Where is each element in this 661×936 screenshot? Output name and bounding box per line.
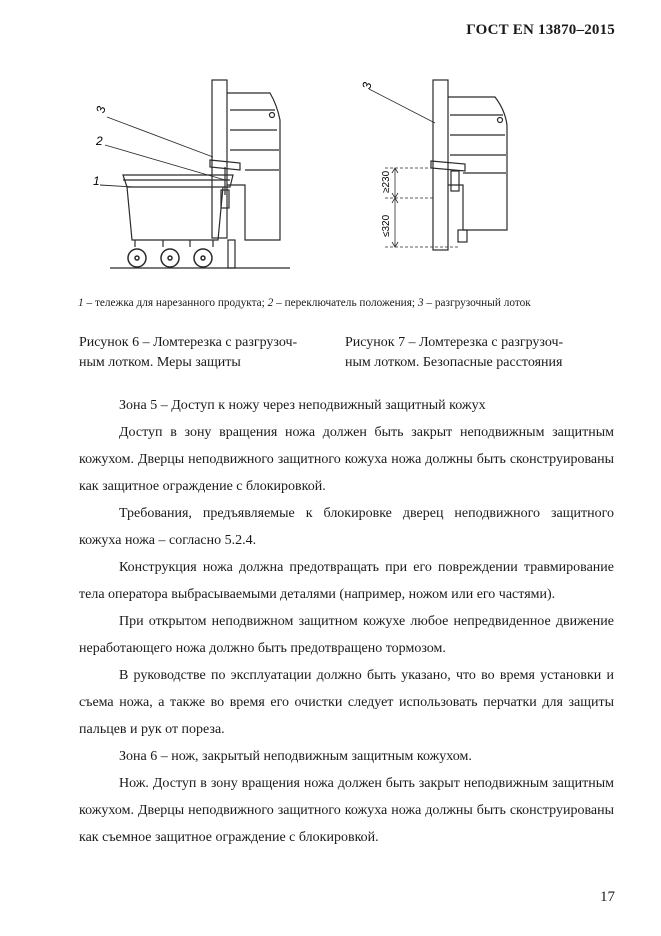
figure-6-caption-line-2: ным лотком. Меры защиты	[79, 355, 241, 370]
figure-6-caption-line-1: Рисунок 6 – Ломтерезка с разгрузоч-	[79, 335, 298, 350]
trolley-wheel	[128, 249, 146, 267]
support-pillar	[228, 240, 235, 268]
document-header: ГОСТ EN 13870–2015	[466, 22, 615, 38]
paragraph: Нож. Доступ в зону вращения ножа должен быть закрыт неподвижным защитным кожухом. Дверцы неподвижного защитного кожуха ножа должны быть сконструированы как съемное защитное ограждение с блокировкой.	[79, 776, 614, 845]
trolley-tray	[123, 175, 233, 187]
trolley-wheel	[194, 249, 212, 267]
callout-1: 1	[93, 174, 100, 188]
machine-body	[227, 93, 280, 240]
paragraph-zone-6-heading: Зона 6 – нож, закрытый неподвижным защитным кожухом.	[119, 749, 472, 764]
legend-number-1: 1	[78, 297, 84, 309]
legend-text-1: – тележка для нарезанного продукта;	[83, 297, 268, 309]
legend-text-2: – переключатель положения;	[273, 297, 418, 309]
callout-2: 2	[96, 134, 103, 148]
figure-6-caption	[79, 333, 334, 373]
paragraph: При открытом неподвижном защитном кожухе любое непредвиденное движение неработающего ножа должно быть предотвращено тормозом.	[79, 614, 614, 656]
paragraph: Доступ в зону вращения ножа должен быть закрыт неподвижным защитным кожухом. Дверцы неподвижного защитного кожуха ножа должны быть сконструированы как защитное ограждение с блокировкой.	[79, 425, 614, 494]
trolley-body	[127, 187, 223, 240]
machine-column	[433, 80, 448, 250]
callout-3: 3	[93, 105, 109, 115]
callout-3: 3	[359, 81, 375, 91]
paragraph: Требования, предъявляемые к блокировке дверец неподвижного защитного кожуха ножа – согласно 5.2.4.	[79, 506, 614, 548]
figure-7-caption	[345, 333, 615, 373]
paragraph: Конструкция ножа должна предотвращать при его повреждении травмирование тела оператора выбрасываемыми деталями (например, ножом или его частями).	[79, 560, 614, 602]
figure-7-caption-line-1: Рисунок 7 – Ломтерезка с разгрузоч-	[345, 335, 564, 350]
paragraph-zone-5-heading: Зона 5 – Доступ к ножу через неподвижный защитный кожух	[119, 398, 486, 413]
legend-number-2: 2	[267, 297, 274, 309]
dimension-min-230: ≥230	[381, 170, 392, 193]
legend-number-3: 3	[417, 297, 424, 309]
page-number: 17	[600, 889, 615, 905]
body-text	[79, 392, 614, 851]
machine-column	[212, 80, 227, 238]
trolley-wheel	[161, 249, 179, 267]
figure-7-caption-line-2: ным лотком. Безопасные расстояния	[345, 355, 563, 370]
dimension-max-320: ≤320	[381, 214, 392, 237]
figure-legend	[78, 297, 618, 309]
figure-6-drawing	[85, 75, 305, 280]
legend-text-3: – разгрузочный лоток	[423, 297, 531, 309]
paragraph: В руководстве по эксплуатации должно быть указано, что во время установки и съема ножа, а также во время его очистки следует использовать перчатки для защиты пальцев и рук от пореза.	[79, 668, 614, 737]
figure-7-drawing	[355, 75, 535, 260]
